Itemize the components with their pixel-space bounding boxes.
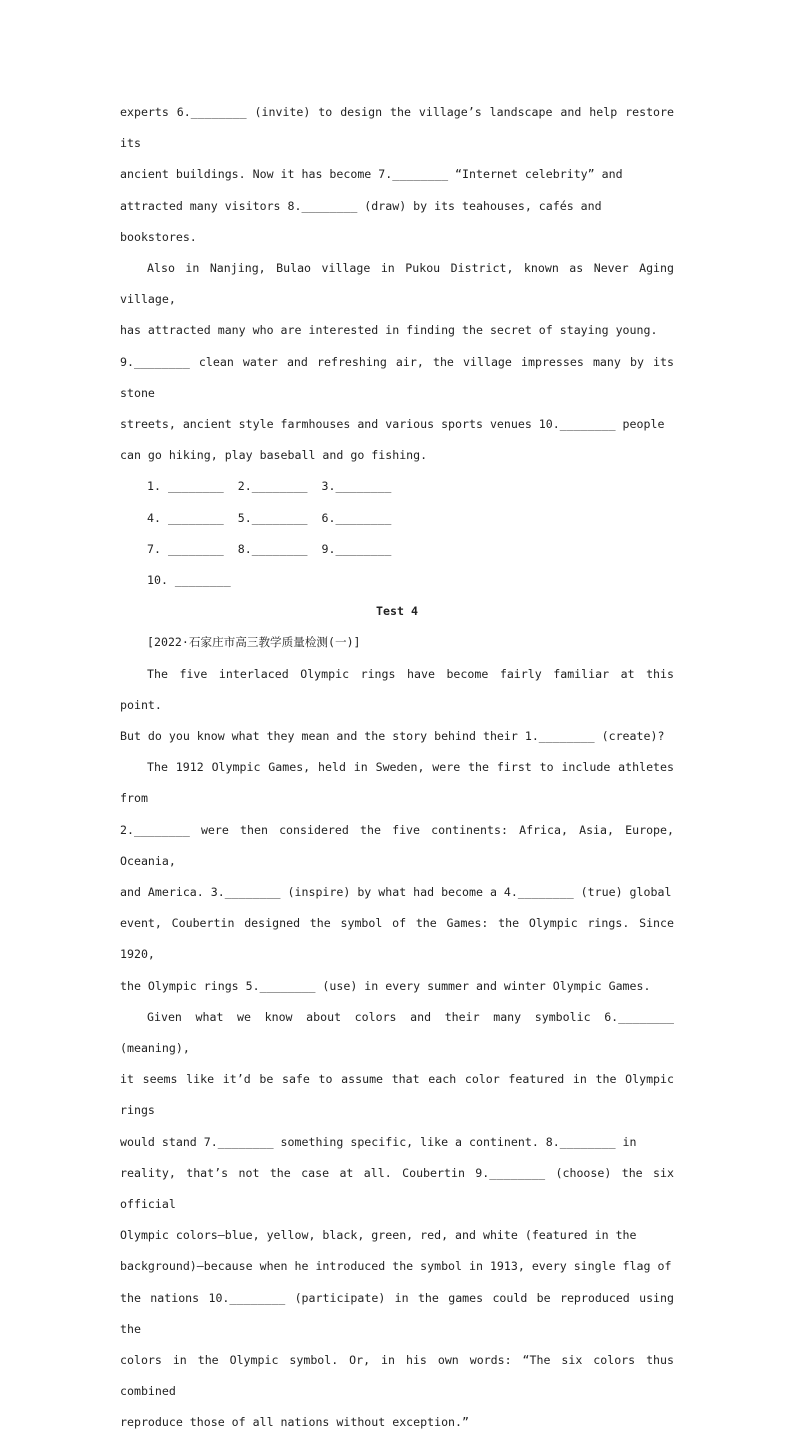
text-line: streets, ancient style farmhouses and various sports venues 10.________ people (120, 417, 665, 432)
passage3-paragraph2 (120, 253, 674, 471)
source-citation: [2022·石家庄市高三教学质量检测(一)] (147, 635, 361, 650)
text-line: The five interlaced Olympic rings have become fairly familiar at this point. (120, 666, 674, 712)
text-line: background)—because when he introduced the symbol in 1913, every single flag of (120, 1259, 672, 1274)
answer-row: 7. ________ 8.________ 9.________ (147, 541, 392, 556)
text-line: it seems like it’d be safe to assume that each color featured in the Olympic rings (120, 1072, 674, 1118)
text-line: reality, that’s not the case at all. Coubertin 9.________ (choose) the six official (120, 1165, 674, 1212)
passage3-paragraph1 (120, 97, 674, 253)
text-line: has attracted many who are interested in finding the secret of staying young. (120, 323, 658, 338)
answer-row: 4. ________ 5.________ 6.________ (147, 510, 392, 525)
text-line: the Olympic rings 5.________ (use) in every summer and winter Olympic Games. (120, 978, 651, 993)
test4-paragraph2 (120, 752, 674, 1002)
text-line: would stand 7.________ something specific, like a continent. 8.________ in (120, 1134, 637, 1149)
text-line: But do you know what they mean and the story behind their 1.________ (create)? (120, 729, 665, 743)
text-line: colors in the Olympic symbol. Or, in his own words: “The six colors thus combined (120, 1353, 674, 1399)
text-line: Olympic colors—blue, yellow, black, green, red, and white (featured in the (120, 1228, 637, 1243)
text-line: event, Coubertin designed the symbol of the Games: the Olympic rings. Since 1920, (120, 916, 674, 962)
text-line: Also in Nanjing, Bulao village in Pukou District, known as Never Aging village, (120, 261, 674, 307)
text-line: The 1912 Olympic Games, held in Sweden, were the first to include athletes from (120, 760, 674, 806)
text-line: can go hiking, play baseball and go fishing. (120, 448, 428, 463)
test4-paragraph3 (120, 1002, 674, 1439)
text-line: 9.________ clean water and refreshing air, the village impresses many by its stone (120, 354, 674, 400)
text-line: Given what we know about colors and their many symbolic 6.________ (meaning), (120, 1009, 674, 1056)
document-content (120, 97, 674, 1439)
text-line: reproduce those of all nations without exception.” (120, 1415, 470, 1430)
text-line: attracted many visitors 8.________ (draw) by its teahouses, cafés and bookstores. (120, 198, 602, 244)
text-line: experts 6.________ (invite) to design the village’s landscape and help restore its (120, 105, 674, 151)
section-title: Test 4 (376, 604, 418, 619)
text-line: the nations 10.________ (participate) in the games could be reproduced using the (120, 1290, 674, 1336)
text-line: 2.________ were then considered the five continents: Africa, Asia, Europe, Oceania, (120, 822, 674, 868)
test4-paragraph1 (120, 659, 674, 753)
text-line: and America. 3.________ (inspire) by what had become a 4.________ (true) global (120, 885, 672, 900)
text-line: ancient buildings. Now it has become 7.________ “Internet celebrity” and (120, 167, 623, 182)
answer-blanks (120, 471, 674, 596)
answer-row: 1. ________ 2.________ 3.________ (147, 479, 392, 494)
answer-row: 10. ________ (147, 573, 231, 587)
